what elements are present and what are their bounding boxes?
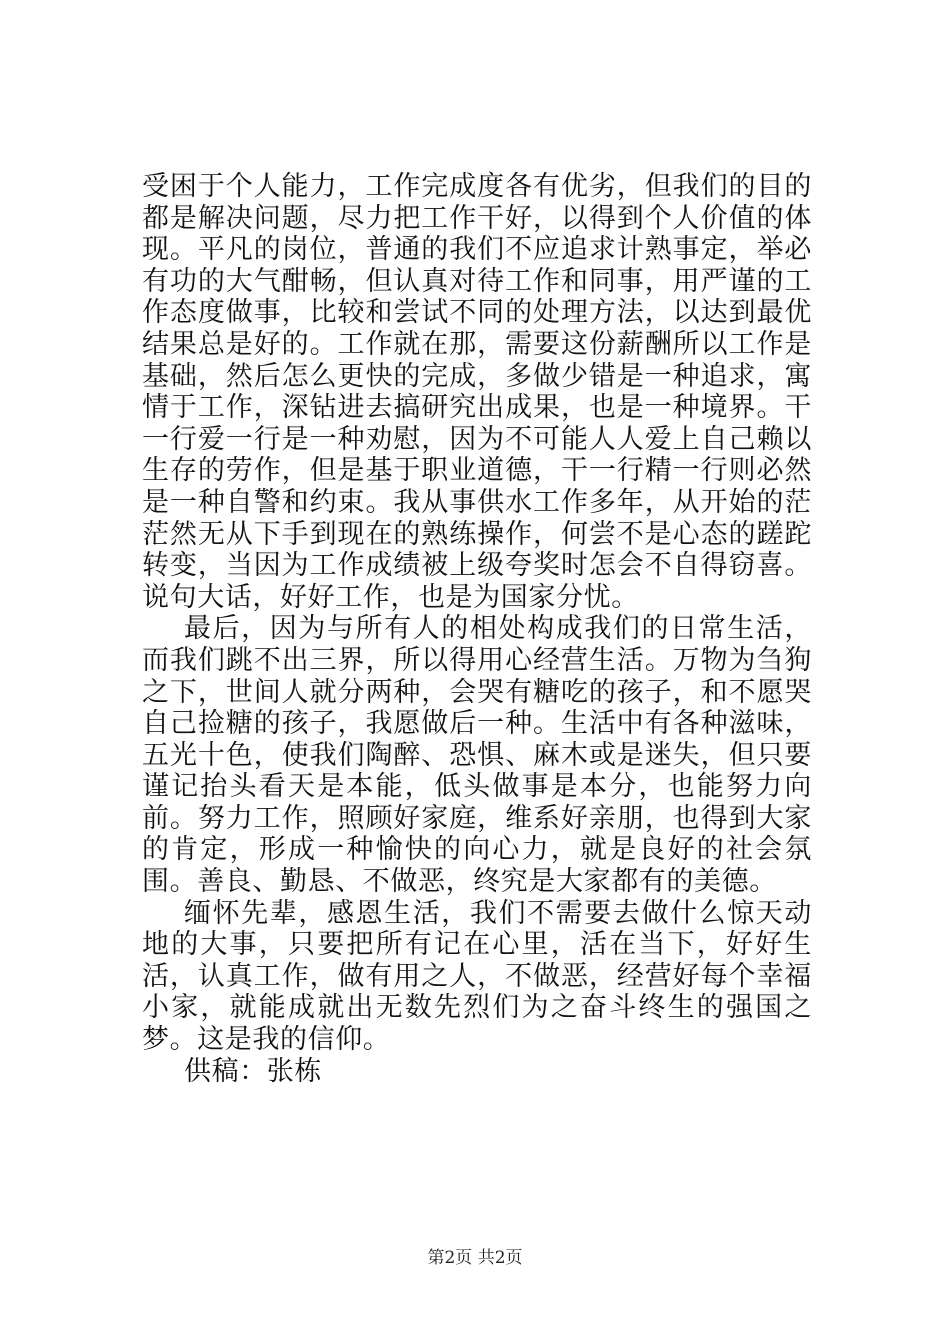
page-number: 第2页 共2页 (427, 1248, 523, 1268)
paragraph-1: 受困于个人能力，工作完成度各有优劣，但我们的目的都是解决问题，尽力把工作干好，以得到个人价值的体现。平凡的岗位，普通的我们不应追求计熟事定，举必有功的大气酣畅，但认真对待工作和同事，用严谨的工作态度做事，比较和尝试不同的处理方法，以达到最优结果总是好的。工作就在那，需要这份薪酬所以工作是基础，然后怎么更快的完成，多做少错是一种追求，寓情于工作，深钻进去搞研究出成果，也是一种境界。干一行爱一行是一种劝慰，因为不可能人人爱上自己赖以生存的劳作，但是基于职业道德，干一行精一行则必然是一种自警和约束。我从事供水工作多年，从开始的茫茫然无从下手到现在的熟练操作，何尝不是心态的蹉跎转变，当因为工作成绩被上级夸奖时怎会不自得窃喜。说句大话，好好工作，也是为国家分忧。 (142, 171, 812, 613)
paragraph-3: 缅怀先辈，感恩生活，我们不需要去做什么惊天动地的大事，只要把所有记在心里，活在当下，好好生活，认真工作，做有用之人，不做恶，经营好每个幸福小家，就能成就出无数先烈们为之奋斗终生的强国之梦。这是我的信仰。 (142, 897, 812, 1056)
paragraph-2: 最后，因为与所有人的相处构成我们的日常生活，而我们跳不出三界，所以得用心经营生活。万物为刍狗之下，世间人就分两种，会哭有糖吃的孩子，和不愿哭自己捡糖的孩子，我愿做后一种。生活中有各种滋味，五光十色，使我们陶醉、恐惧、麻木或是迷失，但只要谨记抬头看天是本能，低头做事是本分，也能努力向前。努力工作，照顾好家庭，维系好亲朋，也得到大家的肯定，形成一种愉快的向心力，就是良好的社会氛围。善良、勤恳、不做恶，终究是大家都有的美德。 (142, 613, 812, 898)
document-body (142, 171, 812, 1087)
author-credit: 供稿：张栋 (184, 1055, 322, 1087)
